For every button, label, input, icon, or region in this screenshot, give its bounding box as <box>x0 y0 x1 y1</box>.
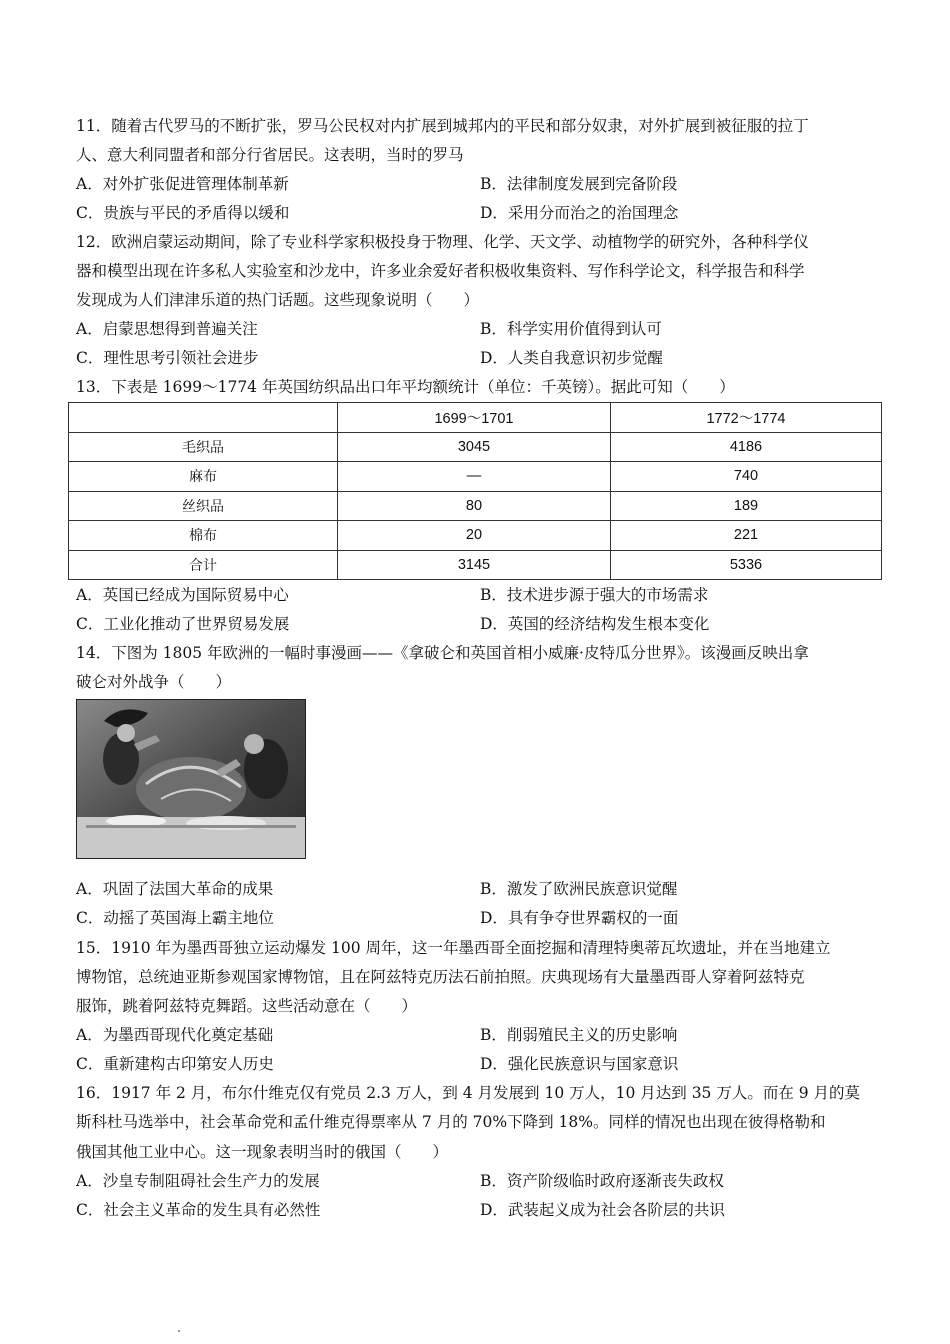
q12-option-c: C．理性思考引领社会进步 <box>76 349 259 367</box>
table-cell: 4186 <box>611 432 882 462</box>
table-row <box>69 462 882 492</box>
q15-stem-line-1: 15．1910 年为墨西哥独立运动爆发 100 周年，这一年墨西哥全面挖掘和清理特奥蒂瓦坎遗址，并在当地建立 <box>76 939 831 957</box>
q14-stem-line-1: 14．下图为 1805 年欧洲的一幅时事漫画——《拿破仑和英国首相小威廉·皮特瓜分世界》。该漫画反映出拿 <box>76 644 809 662</box>
q11-option-b: B．法律制度发展到完备阶段 <box>480 175 678 193</box>
q13-option-a: A．英国已经成为国际贸易中心 <box>76 586 289 604</box>
q14-stem-line-2: 破仑对外战争（ ） <box>76 673 232 691</box>
q12-stem-line-2: 器和模型出现在许多私人实验室和沙龙中，许多业余爱好者积极收集资料、写作科学论文，科学报告和科学 <box>76 262 805 280</box>
q16-option-a: A．沙皇专制阻碍社会生产力的发展 <box>76 1172 320 1190</box>
q14-option-b: B．激发了欧洲民族意识觉醒 <box>480 880 678 898</box>
q14-option-d: D．具有争夺世界霸权的一面 <box>480 909 679 927</box>
export-table <box>68 402 882 580</box>
q15-option-a: A．为墨西哥现代化奠定基础 <box>76 1026 274 1044</box>
q12-option-d: D．人类自我意识初步觉醒 <box>480 349 663 367</box>
table-cell: 麻布 <box>69 462 338 492</box>
q16-stem-line-1: 16．1917 年 2 月，布尔什维克仅有党员 2.3 万人，到 4 月发展到 10 万人，10 月达到 35 万人。而在 9 月的莫 <box>76 1084 861 1102</box>
q14-option-a: A．巩固了法国大革命的成果 <box>76 880 274 898</box>
q15-stem-line-3: 服饰，跳着阿兹特克舞蹈。这些活动意在（ ） <box>76 997 418 1015</box>
table-header-cell: 1699～1701 <box>338 403 611 433</box>
q14-option-c: C．动摇了英国海上霸主地位 <box>76 909 274 927</box>
table-cell: 80 <box>338 491 611 521</box>
q15-option-d: D．强化民族意识与国家意识 <box>480 1055 679 1073</box>
q12-stem-line-3: 发现成为人们津津乐道的热门话题。这些现象说明（ ） <box>76 291 480 309</box>
table-header-row <box>69 403 882 433</box>
table-row <box>69 550 882 580</box>
q11-stem-line-2: 人、意大利同盟者和部分行省居民。这表明，当时的罗马 <box>76 146 464 164</box>
q16-option-c: C．社会主义革命的发生具有必然性 <box>76 1201 321 1219</box>
table-cell: 毛织品 <box>69 432 338 462</box>
table-cell: 189 <box>611 491 882 521</box>
q12-option-b: B．科学实用价值得到认可 <box>480 320 662 338</box>
q13-option-c: C．工业化推动了世界贸易发展 <box>76 615 290 633</box>
q16-stem-line-2: 斯科杜马选举中，社会革命党和孟什维克得票率从 7 月的 70%下降到 18%。同样的情况也出现在彼得格勒和 <box>76 1113 826 1131</box>
q16-option-b: B．资产阶级临时政府逐渐丧失政权 <box>480 1172 724 1190</box>
q13-option-b: B．技术进步源于强大的市场需求 <box>480 586 709 604</box>
q16-option-d: D．武装起义成为社会各阶层的共识 <box>480 1201 725 1219</box>
cartoon-image <box>76 699 306 859</box>
q11-option-c: C．贵族与平民的矛盾得以缓和 <box>76 204 290 222</box>
table-cell: 3145 <box>338 550 611 580</box>
q11-option-a: A．对外扩张促进管理体制革新 <box>76 175 289 193</box>
table-cell: 丝织品 <box>69 491 338 521</box>
table-cell: 20 <box>338 521 611 551</box>
q12-option-a: A．启蒙思想得到普遍关注 <box>76 320 258 338</box>
q11-stem-line-1: 11．随着古代罗马的不断扩张，罗马公民权对内扩展到城邦内的平民和部分奴隶，对外扩展到被征服的拉丁 <box>76 117 809 135</box>
table-cell: 3045 <box>338 432 611 462</box>
page-mark <box>178 1330 180 1332</box>
table-cell: — <box>338 462 611 492</box>
q13-option-d: D．英国的经济结构发生根本变化 <box>480 615 710 633</box>
table-cell: 5336 <box>611 550 882 580</box>
table-cell: 合计 <box>69 550 338 580</box>
q15-option-c: C．重新建构古印第安人历史 <box>76 1055 274 1073</box>
table-row <box>69 491 882 521</box>
table-row <box>69 521 882 551</box>
q15-option-b: B．削弱殖民主义的历史影响 <box>480 1026 678 1044</box>
q15-stem-line-2: 博物馆，总统迪亚斯参观国家博物馆，且在阿兹特克历法石前拍照。庆典现场有大量墨西哥人穿着阿兹特克 <box>76 968 805 986</box>
table-row <box>69 432 882 462</box>
table-header-cell <box>69 403 338 433</box>
q16-stem-line-3: 俄国其他工业中心。这一现象表明当时的俄国（ ） <box>76 1143 449 1161</box>
table-header-cell: 1772～1774 <box>611 403 882 433</box>
table-cell: 221 <box>611 521 882 551</box>
q11-option-d: D．采用分而治之的治国理念 <box>480 204 679 222</box>
q12-stem-line-1: 12．欧洲启蒙运动期间，除了专业科学家积极投身于物理、化学、天文学、动植物学的研究外，各种科学仪 <box>76 233 809 251</box>
table-cell: 740 <box>611 462 882 492</box>
table-cell: 棉布 <box>69 521 338 551</box>
q13-stem-line-1: 13．下表是 1699～1774 年英国纺织品出口年平均额统计（单位：千英镑）。据此可知（ ） <box>76 378 735 396</box>
